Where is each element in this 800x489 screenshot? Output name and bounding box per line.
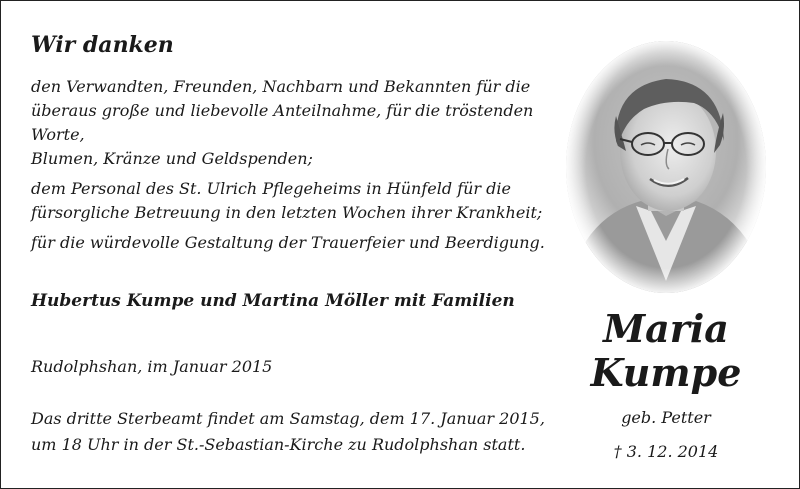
text-line: für die würdevolle Gestaltung der Trauerfeier und Beerdigung. [31, 233, 545, 252]
thanks-section [31, 31, 561, 261]
thanks-paragraph-ceremony [31, 231, 561, 255]
text-line: den Verwandten, Freunden, Nachbarn und Bekannten für die [31, 77, 531, 96]
place-and-date: Rudolphshan, im Januar 2015 [31, 357, 273, 376]
text-line: Das dritte Sterbeamt findet am Samstag, dem 17. Januar 2015, [31, 409, 545, 428]
thanks-heading: Wir danken [31, 32, 174, 58]
deceased-name-block [581, 307, 751, 463]
memorial-mass-note [31, 406, 571, 458]
deceased-last-name: Kumpe [590, 350, 742, 395]
text-line: Blumen, Kränze und Geldspenden; [31, 149, 313, 168]
thanks-paragraph-staff [31, 177, 561, 225]
deceased-first-name: Maria [603, 306, 729, 351]
text-line: fürsorgliche Betreuung in den letzten Wochen ihrer Krankheit; [31, 203, 543, 222]
deceased-death-date: † 3. 12. 2014 [613, 442, 719, 461]
portrait-photo [566, 41, 766, 293]
text-line: um 18 Uhr in der St.-Sebastian-Kirche zu Rudolphshan statt. [31, 435, 526, 454]
text-line: überaus große und liebevolle Anteilnahme, für die tröstenden Worte, [31, 101, 534, 144]
thanks-paragraph-relatives [31, 75, 561, 171]
text-line: dem Personal des St. Ulrich Pflegeheims in Hünfeld für die [31, 179, 511, 198]
portrait-illustration [566, 41, 766, 293]
family-signature: Hubertus Kumpe und Martina Möller mit Familien [31, 291, 515, 311]
deceased-birth-name: geb. Petter [621, 408, 711, 427]
